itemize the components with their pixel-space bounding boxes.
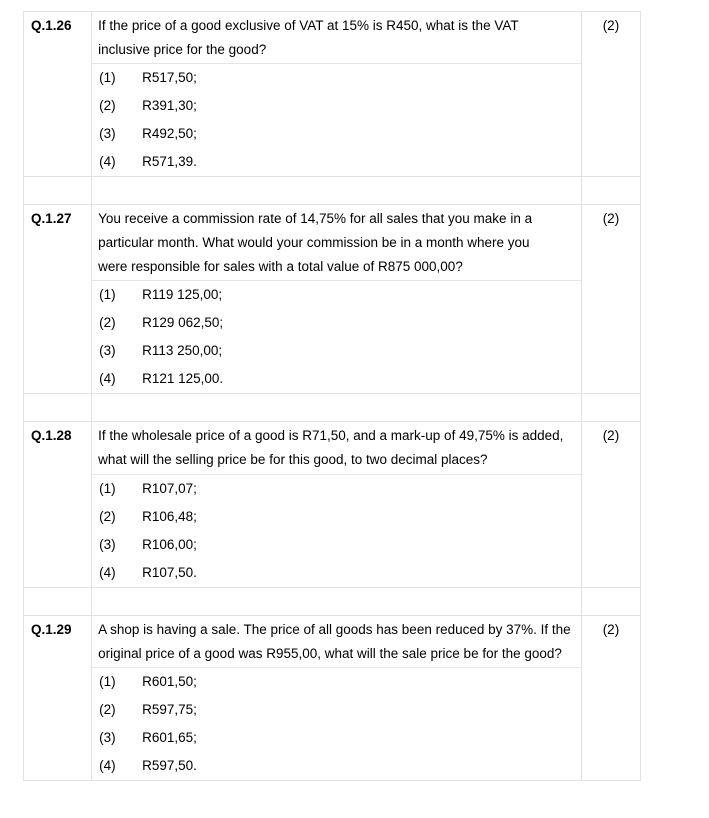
answer-option [92,148,581,176]
answer-option [92,724,581,752]
option-value: R129 062,50; [142,315,224,331]
question-body [92,615,582,780]
option-label: (4) [99,154,116,170]
option-value: R107,07; [142,480,197,496]
stem-line: original price of a good was R955,00, what will the sale price be for the good? [98,645,562,661]
option-label: (3) [99,126,116,142]
option-label: (2) [99,508,116,524]
question-number: Q.1.26 [24,12,92,177]
answer-option [92,309,581,337]
option-label: (2) [99,702,116,718]
option-value: R517,50; [142,70,197,86]
question-stem [92,616,581,668]
option-label: (3) [99,343,116,359]
option-label: (1) [99,674,116,690]
spacer-row [24,177,641,205]
option-label: (4) [99,564,116,580]
answer-options [92,64,581,176]
answer-options [92,668,581,780]
answer-option [92,92,581,120]
option-value: R113 250,00; [142,343,223,359]
question-stem [92,205,581,281]
option-label: (4) [99,371,116,387]
answer-option [92,696,581,724]
question-body [92,12,582,177]
question-marks: (2) [581,12,640,177]
question-row-q126 [24,12,641,177]
option-value: R119 125,00; [142,287,223,303]
question-marks: (2) [581,205,640,394]
question-number: Q.1.29 [24,615,92,780]
question-body [92,205,582,394]
option-value: R492,50; [142,126,197,142]
option-label: (3) [99,536,116,552]
stem-line: If the wholesale price of a good is R71,50, and a mark-up of 49,75% is added, [98,428,564,444]
option-label: (4) [99,758,116,774]
option-value: R107,50. [142,564,197,580]
question-number: Q.1.28 [24,422,92,587]
question-body [92,422,582,587]
stem-line: inclusive price for the good? [98,41,267,57]
stem-line: what will the selling price be for this good, to two decimal places? [98,452,488,468]
stem-line: You receive a commission rate of 14,75% for all sales that you make in a [98,211,533,227]
answer-option [92,120,581,148]
question-stem [92,12,581,64]
spacer-row [24,587,641,615]
stem-line: particular month. What would your commission be in a month where you [98,235,530,251]
stem-line: If the price of a good exclusive of VAT at 15% is R450, what is the VAT [98,18,519,33]
option-value: R597,50. [142,758,197,774]
questions-table [23,11,641,781]
option-value: R121 125,00. [142,371,224,387]
stem-line: were responsible for sales with a total value of R875 000,00? [98,258,463,274]
question-row-q129 [24,615,641,780]
option-label: (3) [99,730,116,746]
answer-option [92,531,581,559]
answer-options [92,475,581,587]
option-label: (2) [99,315,116,331]
option-label: (1) [99,70,116,86]
question-marks: (2) [581,422,640,587]
answer-option [92,64,581,92]
answer-options [92,281,581,393]
question-sheet [23,11,641,781]
option-value: R106,00; [142,536,197,552]
question-row-q128 [24,422,641,587]
option-value: R601,50; [142,674,197,690]
option-label: (1) [99,480,116,496]
answer-option [92,337,581,365]
question-stem [92,422,581,474]
stem-line: A shop is having a sale. The price of all goods has been reduced by 37%. If the [98,621,571,637]
option-label: (2) [99,98,116,114]
option-value: R601,65; [142,730,197,746]
option-value: R106,48; [142,508,197,524]
question-marks: (2) [581,615,640,780]
spacer-row [24,394,641,422]
option-value: R597,75; [142,702,197,718]
answer-option [92,503,581,531]
answer-option [92,668,581,696]
option-label: (1) [99,287,116,303]
answer-option [92,365,581,393]
option-value: R391,30; [142,98,197,114]
answer-option [92,281,581,309]
question-number: Q.1.27 [24,205,92,394]
question-row-q127 [24,205,641,394]
answer-option [92,752,581,780]
answer-option [92,475,581,503]
option-value: R571,39. [142,154,197,170]
answer-option [92,559,581,587]
